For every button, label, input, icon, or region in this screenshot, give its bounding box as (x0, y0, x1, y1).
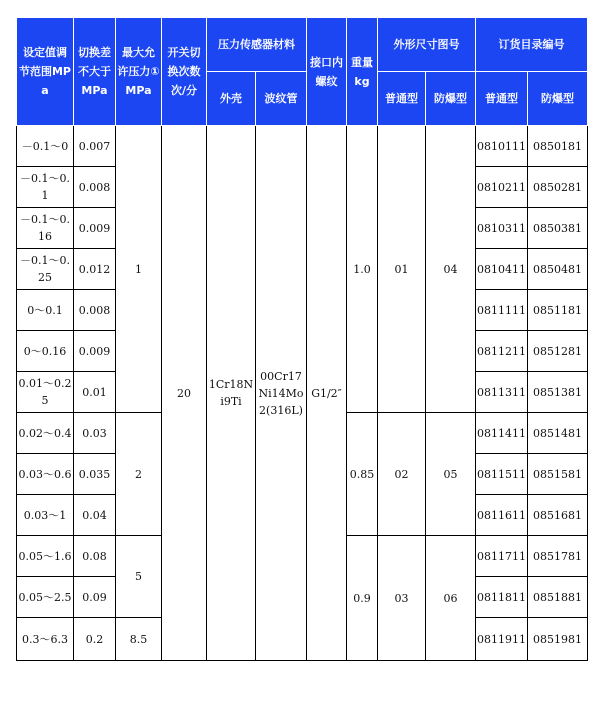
cell-range: 0.02～0.4 (17, 413, 74, 454)
cell-range: 0.01～0.25 (17, 372, 74, 413)
header-max-pressure: 最大允许压力①MPa (116, 18, 162, 126)
cell-order-normal: 0810411 (476, 249, 528, 290)
cell-order-explosion-proof: 0851481 (528, 413, 588, 454)
header-order-normal: 普通型 (476, 72, 528, 126)
cell-max-pressure: 5 (116, 536, 162, 618)
cell-diff: 0.04 (74, 495, 116, 536)
cell-diff: 0.03 (74, 413, 116, 454)
cell-order-explosion-proof: 0851681 (528, 495, 588, 536)
cell-order-explosion-proof: 0850481 (528, 249, 588, 290)
cell-order-normal: 0811211 (476, 331, 528, 372)
cell-diff: 0.009 (74, 331, 116, 372)
cell-order-normal: 0811511 (476, 454, 528, 495)
cell-range: 0.3～6.3 (17, 618, 74, 661)
cell-weight: 0.85 (347, 413, 378, 536)
header-switch-frequency: 开关切换次数次/分 (162, 18, 207, 126)
cell-order-normal: 0811811 (476, 577, 528, 618)
cell-diff: 0.035 (74, 454, 116, 495)
cell-order-normal: 0811411 (476, 413, 528, 454)
cell-order-normal: 0811111 (476, 290, 528, 331)
cell-order-explosion-proof: 0851781 (528, 536, 588, 577)
cell-range: －0.1～0 (17, 126, 74, 167)
pressure-switch-spec-table (16, 17, 588, 661)
cell-range: 0～0.16 (17, 331, 74, 372)
cell-range: 0.05～1.6 (17, 536, 74, 577)
header-bellows: 波纹管 (256, 72, 307, 126)
table-row (17, 126, 588, 167)
cell-dim-normal: 01 (378, 126, 426, 413)
cell-order-explosion-proof: 0851581 (528, 454, 588, 495)
cell-order-explosion-proof: 0851181 (528, 290, 588, 331)
cell-order-normal: 0810311 (476, 208, 528, 249)
cell-order-normal: 0811311 (476, 372, 528, 413)
header-shell: 外壳 (207, 72, 256, 126)
cell-diff: 0.2 (74, 618, 116, 661)
header-order-number: 订货目录编号 (476, 18, 588, 72)
cell-diff: 0.01 (74, 372, 116, 413)
cell-bellows-material: 00Cr17Ni14Mo2(316L) (256, 126, 307, 661)
header-dimension-drawing: 外形尺寸图号 (378, 18, 476, 72)
cell-dim-normal: 03 (378, 536, 426, 661)
cell-max-pressure: 1 (116, 126, 162, 413)
header-row-1 (17, 18, 588, 72)
cell-range: －0.1～0.1 (17, 167, 74, 208)
cell-order-explosion-proof: 0850381 (528, 208, 588, 249)
cell-order-explosion-proof: 0851281 (528, 331, 588, 372)
cell-shell-material: 1Cr18Ni9Ti (207, 126, 256, 661)
cell-order-explosion-proof: 0851881 (528, 577, 588, 618)
cell-order-explosion-proof: 0850281 (528, 167, 588, 208)
cell-range: 0.03～0.6 (17, 454, 74, 495)
cell-range: 0.03～1 (17, 495, 74, 536)
cell-diff: 0.007 (74, 126, 116, 167)
header-thread: 接口内螺纹 (307, 18, 347, 126)
cell-order-explosion-proof: 0850181 (528, 126, 588, 167)
cell-range: 0～0.1 (17, 290, 74, 331)
cell-order-explosion-proof: 0851981 (528, 618, 588, 661)
cell-diff: 0.008 (74, 167, 116, 208)
cell-max-pressure: 2 (116, 413, 162, 536)
cell-weight: 0.9 (347, 536, 378, 661)
cell-order-normal: 0811911 (476, 618, 528, 661)
header-sensor-material: 压力传感器材料 (207, 18, 307, 72)
cell-weight: 1.0 (347, 126, 378, 413)
cell-thread: G1/2″ (307, 126, 347, 661)
header-dims-normal: 普通型 (378, 72, 426, 126)
cell-order-normal: 0810111 (476, 126, 528, 167)
cell-order-explosion-proof: 0851381 (528, 372, 588, 413)
cell-range: 0.05～2.5 (17, 577, 74, 618)
cell-order-normal: 0811711 (476, 536, 528, 577)
cell-dim-explosion-proof: 06 (426, 536, 476, 661)
header-range: 设定值调节范围MPa (17, 18, 74, 126)
cell-diff: 0.009 (74, 208, 116, 249)
header-dims-explosion-proof: 防爆型 (426, 72, 476, 126)
cell-range: －0.1～0.16 (17, 208, 74, 249)
cell-dim-explosion-proof: 04 (426, 126, 476, 413)
cell-range: －0.1～0.25 (17, 249, 74, 290)
header-order-explosion-proof: 防爆型 (528, 72, 588, 126)
cell-diff: 0.08 (74, 536, 116, 577)
cell-order-normal: 0810211 (476, 167, 528, 208)
cell-dim-explosion-proof: 05 (426, 413, 476, 536)
cell-diff: 0.008 (74, 290, 116, 331)
cell-order-normal: 0811611 (476, 495, 528, 536)
cell-max-pressure: 8.5 (116, 618, 162, 661)
header-weight: 重量kg (347, 18, 378, 126)
cell-diff: 0.012 (74, 249, 116, 290)
cell-dim-normal: 02 (378, 413, 426, 536)
header-switching-diff: 切换差不大于MPa (74, 18, 116, 126)
cell-diff: 0.09 (74, 577, 116, 618)
cell-switch-frequency: 20 (162, 126, 207, 661)
